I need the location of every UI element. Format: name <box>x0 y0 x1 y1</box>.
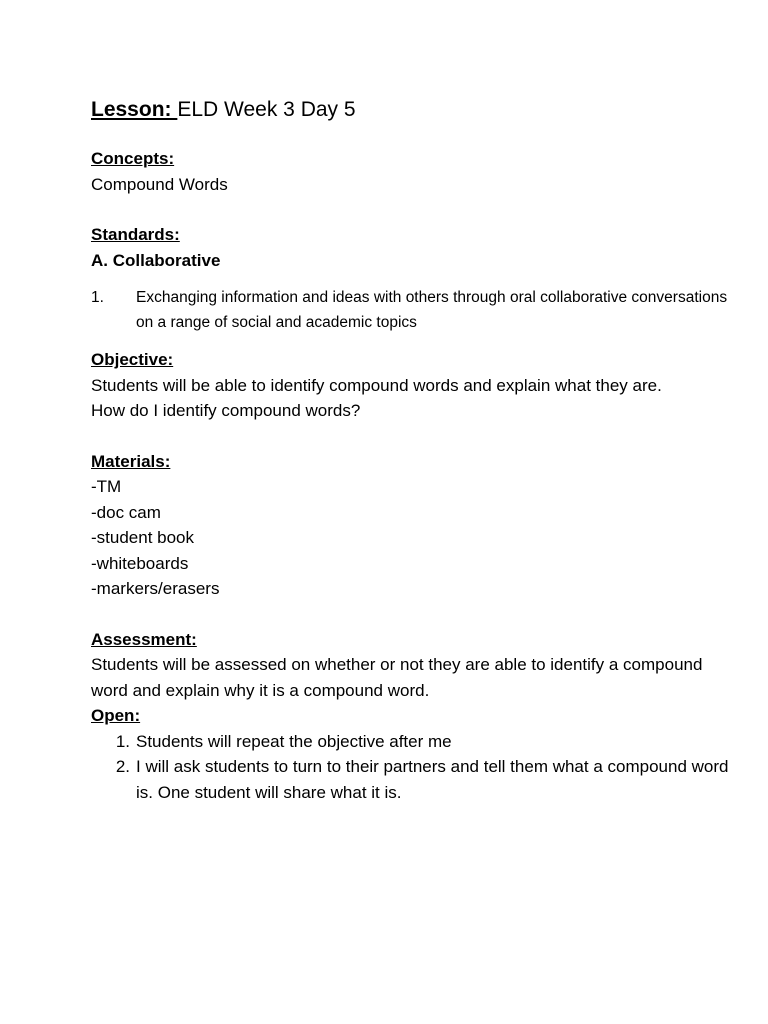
materials-item: -TM <box>91 477 122 496</box>
objective-heading: Objective: <box>91 350 174 369</box>
materials-item: -doc cam <box>91 502 161 522</box>
materials-heading: Materials: <box>91 451 171 471</box>
list-item <box>91 754 731 805</box>
standards-subheading: A. Collaborative <box>91 250 221 270</box>
open-heading: Open: <box>91 706 141 725</box>
open-item-text: Students will repeat the objective after me <box>136 731 452 751</box>
lesson-title: ELD Week 3 Day 5 <box>177 98 356 121</box>
assessment-heading: Assessment: <box>91 629 197 649</box>
open-list <box>91 729 731 806</box>
lesson-label: Lesson: <box>91 98 178 121</box>
concepts-heading: Concepts: <box>91 149 175 168</box>
standards-section <box>91 222 731 335</box>
objective-line: Students will be able to identify compound words and explain what they are. <box>91 375 662 395</box>
standards-item <box>91 285 731 335</box>
assessment-text: Students will be assessed on whether or not they are able to identify a compound word and explain why it is a compound word. <box>91 655 703 700</box>
concepts-text: Compound Words <box>91 174 228 194</box>
objective-question: How do I identify compound words? <box>91 401 361 420</box>
materials-item: -student book <box>91 528 195 547</box>
assessment-section <box>91 627 731 704</box>
standards-heading: Standards: <box>91 225 180 244</box>
open-item-text: I will ask students to turn to their partners and tell them what a compound word is. One student will share what it is. <box>136 757 729 802</box>
objective-section <box>91 347 731 424</box>
materials-section <box>91 449 731 602</box>
concepts-section <box>91 146 731 197</box>
materials-item: -markers/erasers <box>91 579 220 598</box>
standards-item-text: Exchanging information and ideas with others through oral collaborative conversations on a range of social and academic topics <box>136 289 728 331</box>
lesson-plan-document <box>91 96 731 805</box>
materials-item: -whiteboards <box>91 553 189 573</box>
open-item-number: 1. <box>115 731 130 751</box>
standards-item-number: 1. <box>91 289 104 306</box>
lesson-title-line <box>91 96 731 124</box>
open-section <box>91 703 731 805</box>
open-item-number: 2. <box>115 757 130 776</box>
list-item <box>91 729 731 755</box>
